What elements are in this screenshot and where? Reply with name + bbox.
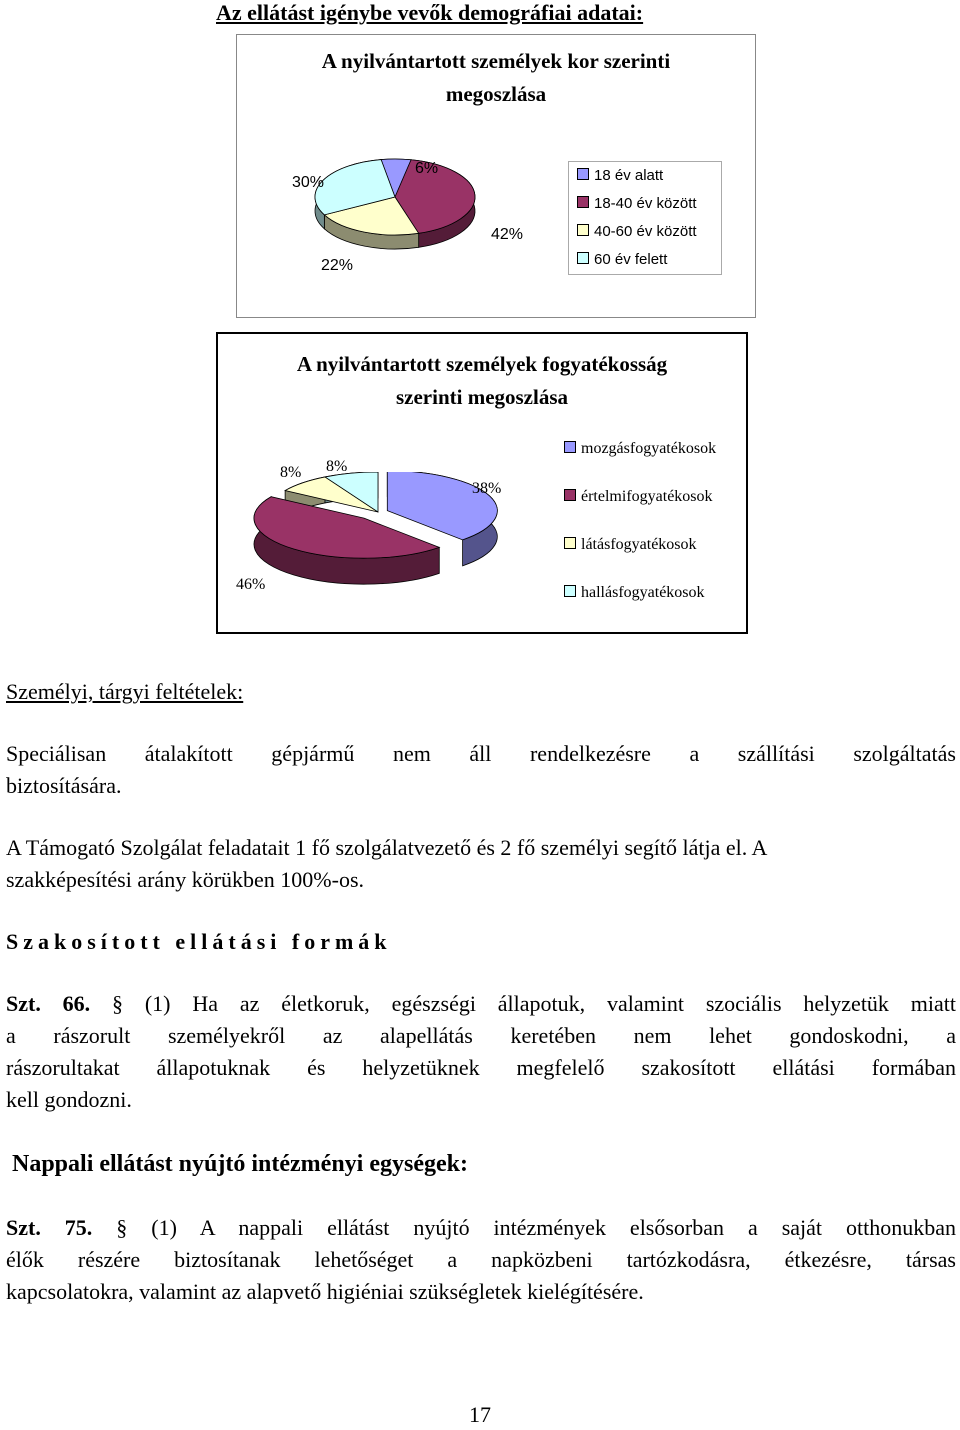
legend-item-18-40 (577, 195, 697, 212)
paragraph-staff-line2: szakképesítési arány körükben 100%-os. (6, 867, 365, 892)
slice-label-hearing: 8% (280, 464, 302, 481)
legend-label: 18-40 év között (594, 195, 697, 212)
legend-swatch (577, 252, 589, 264)
age-distribution-chart (236, 34, 756, 318)
disability-distribution-chart (216, 332, 748, 634)
legend-item-40-60 (577, 223, 697, 240)
slice-label-mobility: 38% (472, 480, 502, 497)
paragraph-szt66-line3: rászorultakat állapotuknak és helyzetüknek megfelelő szakosított ellátási formában (6, 1055, 956, 1080)
paragraph-staff-line1: A Támogató Szolgálat feladatait 1 fő szolgálatvezető és 2 fő személyi segítő látja el. A (6, 835, 768, 860)
legend-swatch (577, 224, 589, 236)
age-pie (307, 155, 497, 265)
paragraph-szt66-line1 (6, 988, 956, 1020)
legend-label: látásfogyatékosok (581, 536, 697, 553)
section-heading-day-care: Nappali ellátást nyújtó intézményi egységek: (12, 1151, 468, 1177)
legend-swatch (564, 489, 576, 501)
law-reference: Szt. 66. (6, 991, 91, 1016)
legend-swatch (564, 537, 576, 549)
chart-title-age: A nyilvántartott személyek kor szerinti megoszlása (321, 49, 671, 106)
legend-swatch (564, 585, 576, 597)
paragraph-vehicle-line2: biztosítására. (6, 773, 122, 798)
paragraph-vehicle-line1: Speciálisan átalakított gépjármű nem áll rendelkezésre a szállítási szolgáltatás (6, 741, 956, 766)
legend-label: 18 év alatt (594, 167, 664, 184)
slice-label-60-plus: 30% (292, 174, 325, 191)
slice-label-under-18: 6% (415, 160, 439, 177)
legend-item-visual (564, 536, 697, 554)
page-number: 17 (469, 1402, 491, 1427)
paragraph-szt75-line2: élők részére biztosítanak lehetőséget a napközbeni tartózkodásra, étkezésre, társas (6, 1247, 956, 1272)
legend-item-intellectual (564, 488, 713, 506)
slice-label-40-60: 22% (321, 257, 354, 274)
legend-label: 40-60 év között (594, 223, 697, 240)
paragraph-szt66-line2: a rászorult személyekről az alapellátás keretében nem lehet gondoskodni, a (6, 1023, 956, 1048)
legend-label: hallásfogyatékosok (581, 584, 705, 601)
legend-label: mozgásfogyatékosok (581, 440, 717, 457)
paragraph-text: § (1) A nappali ellátást nyújtó intézmények elsősorban a saját otthonukban (116, 1215, 957, 1240)
section-heading-conditions: Személyi, tárgyi feltételek: (6, 679, 244, 704)
slice-label-intellectual: 46% (236, 576, 266, 593)
paragraph-text: § (1) Ha az életkoruk, egészségi állapotuk, valamint szociális helyzetük miatt (112, 991, 956, 1016)
legend-item-mobility (564, 440, 716, 458)
law-reference: Szt. 75. (6, 1215, 93, 1240)
legend-item-under-18 (577, 167, 663, 184)
paragraph-szt75-line3: kapcsolatokra, valamint az alapvető higiéniai szükségletek kielégítésére. (6, 1279, 644, 1304)
slice-label-visual: 8% (326, 458, 348, 475)
legend-label: 60 év felett (594, 251, 668, 268)
legend-label: értelmifogyatékosok (581, 488, 713, 505)
slice-label-18-40: 42% (491, 226, 524, 243)
legend-swatch (577, 168, 589, 180)
legend-swatch (577, 196, 589, 208)
age-legend (568, 161, 722, 275)
legend-item-60-plus (577, 251, 667, 268)
page-heading: Az ellátást igénybe vevők demográfiai adatai: (216, 0, 644, 25)
paragraph-szt75-line1 (6, 1212, 956, 1244)
paragraph-szt66-line4: kell gondozni. (6, 1087, 132, 1112)
chart-title-disability: A nyilvántartott személyek fogyatékosság szerinti megoszlása (296, 352, 668, 409)
legend-swatch (564, 441, 576, 453)
legend-item-hearing (564, 584, 705, 602)
section-heading-specialized-care: Szakosított ellátási formák (6, 929, 392, 954)
